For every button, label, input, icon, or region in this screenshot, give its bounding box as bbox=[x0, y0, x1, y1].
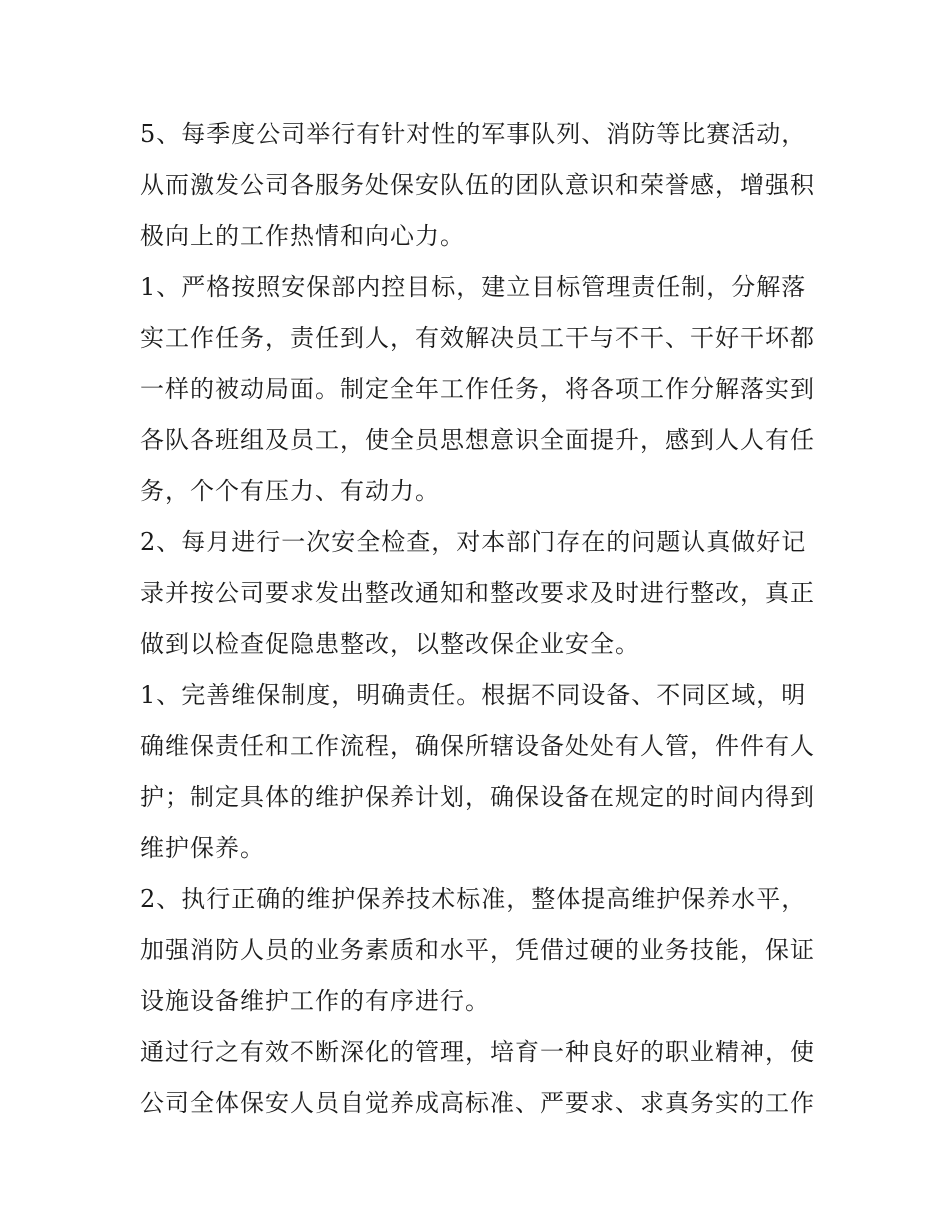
text-line: 各队各班组及员工，使全员思想意识全面提升，感到人人有任 bbox=[140, 426, 815, 454]
text-line: 2、每月进行一次安全检查，对本部门存在的问题认真做好记 bbox=[140, 528, 807, 556]
text-line: 做到以检查促隐患整改，以整改保企业安全。 bbox=[140, 630, 640, 658]
paragraph-monthly-inspection bbox=[140, 517, 820, 670]
text-line: 加强消防人员的业务素质和水平，凭借过硬的业务技能，保证 bbox=[140, 936, 815, 964]
paragraph-maintenance-standards bbox=[140, 874, 820, 1027]
text-line: 确维保责任和工作流程，确保所辖设备处处有人管，件件有人 bbox=[140, 732, 815, 760]
text-line: 2、执行正确的维护保养技术标准，整体提高维护保养水平， bbox=[140, 885, 807, 913]
text-line: 从而激发公司各服务处保安队伍的团队意识和荣誉感，增强积 bbox=[140, 171, 815, 199]
document-body bbox=[140, 109, 820, 1129]
text-line: 一样的被动局面。制定全年工作任务，将各项工作分解落实到 bbox=[140, 375, 815, 403]
text-line: 极向上的工作热情和向心力。 bbox=[140, 222, 465, 250]
text-line: 务，个个有压力、有动力。 bbox=[140, 477, 440, 505]
paragraph-maintenance-system bbox=[140, 670, 820, 874]
text-line: 公司全体保安人员自觉养成高标准、严要求、求真务实的工作 bbox=[140, 1089, 815, 1117]
text-line: 1、完善维保制度，明确责任。根据不同设备、不同区域，明 bbox=[140, 681, 807, 709]
paragraph-quarterly-competition bbox=[140, 109, 820, 262]
text-line: 护；制定具体的维护保养计划，确保设备在规定的时间内得到 bbox=[140, 783, 815, 811]
text-line: 实工作任务，责任到人，有效解决员工干与不干、干好干坏都 bbox=[140, 324, 815, 352]
paragraph-target-responsibility bbox=[140, 262, 820, 517]
text-line: 通过行之有效不断深化的管理，培育一种良好的职业精神，使 bbox=[140, 1038, 815, 1066]
text-line: 维护保养。 bbox=[140, 834, 265, 862]
text-line: 5、每季度公司举行有针对性的军事队列、消防等比赛活动， bbox=[140, 120, 807, 148]
text-line: 设施设备维护工作的有序进行。 bbox=[140, 987, 490, 1015]
paragraph-management-culture bbox=[140, 1027, 820, 1129]
text-line: 1、严格按照安保部内控目标，建立目标管理责任制，分解落 bbox=[140, 273, 807, 301]
text-line: 录并按公司要求发出整改通知和整改要求及时进行整改，真正 bbox=[140, 579, 815, 607]
